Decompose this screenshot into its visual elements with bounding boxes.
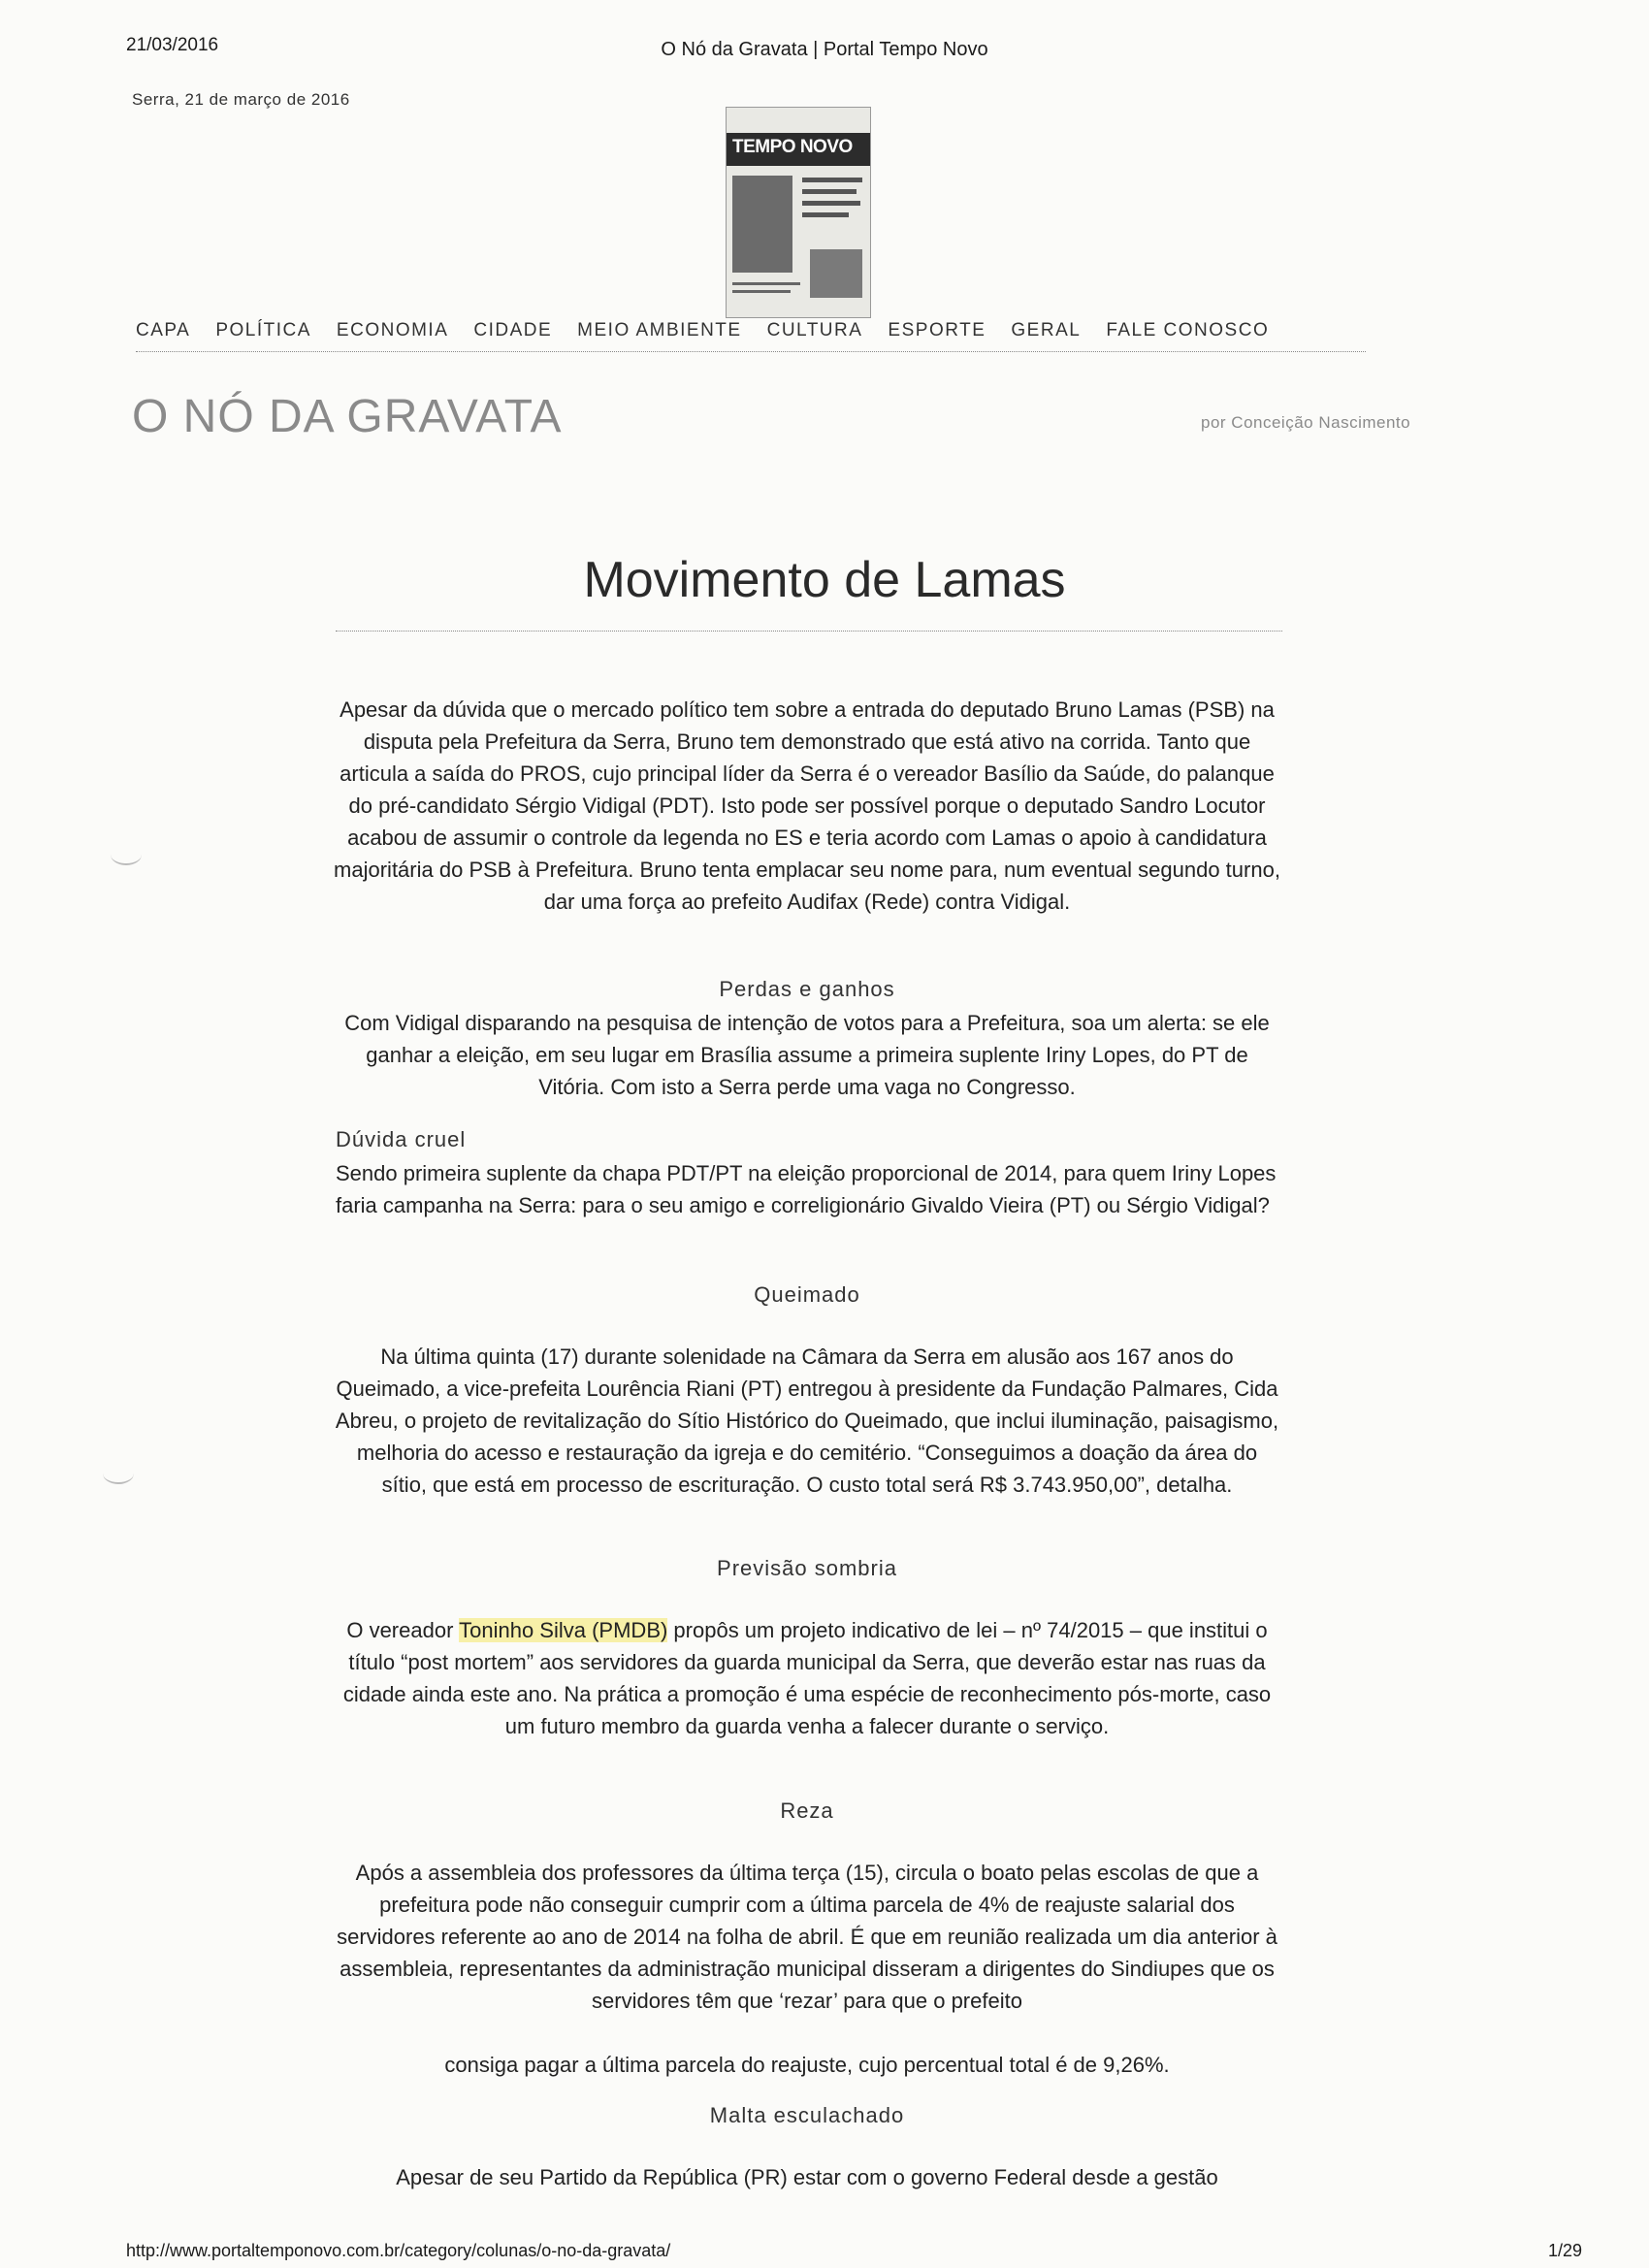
previsao-text-start: O vereador (346, 1618, 460, 1642)
highlighted-name: Toninho Silva (PMDB) (459, 1618, 668, 1642)
nav-item-cidade[interactable]: CIDADE (473, 320, 553, 340)
article-headline: Movimento de Lamas (583, 552, 1066, 608)
cover-headline-line (802, 178, 862, 182)
section-text-perdas: Com Vidigal disparando na pesquisa de intenção de votos para a Prefeitura, soa um alerta: se ele ganhar a eleição, em seu lugar em Brasília assume a primeira suplente Iriny Lopes, do PT de Vitória. Com isto a Serra perde uma vaga no Congresso. (344, 1011, 1270, 1099)
newspaper-cover-image[interactable] (726, 107, 871, 318)
cover-headline-line (802, 201, 860, 206)
section-text-duvida: Sendo primeira suplente da chapa PDT/PT na eleição proporcional de 2014, para quem Iriny Lopes faria campanha na Serra: para o seu amigo e correligionário Givaldo Vieira (PT) ou Sérgio Vidigal? (336, 1161, 1277, 1217)
section-heading-duvida: Dúvida cruel (336, 1127, 467, 1151)
cover-caption-line (732, 290, 791, 293)
section-text-reza-continued: consiga pagar a última parcela do reajuste, cujo percentual total é de 9,26%. (444, 2053, 1170, 2077)
headline-divider (336, 631, 1282, 632)
section-text-queimado: Na última quinta (17) durante solenidade na Câmara da Serra em alusão aos 167 anos do Queimado, a vice-prefeita Lourência Riani (PT) entregou à presidente da Fundação Palmares, Cida Abreu, o projeto de revitalização do Sítio Histórico do Queimado, que inclui iluminação, paisagismo, melhoria do acesso e restauração da igreja e do cemitério. “Conseguimos a doação da área do sítio, que está em processo de escrituração. O custo total será R$ 3.743.950,00”, detalha. (335, 1345, 1279, 1497)
cover-photo-secondary (810, 249, 862, 298)
print-page-title: O Nó da Gravata | Portal Tempo Novo (661, 39, 988, 60)
cover-headline-line (802, 212, 849, 217)
section-heading-perdas: Perdas e ganhos (719, 977, 895, 1001)
nav-item-meio-ambiente[interactable]: MEIO AMBIENTE (577, 320, 742, 340)
section-heading-queimado: Queimado (754, 1282, 860, 1307)
nav-item-esporte[interactable]: ESPORTE (888, 320, 986, 340)
section-heading-reza: Reza (780, 1798, 834, 1823)
section-text-reza: Após a assembleia dos professores da última terça (15), circula o boato pelas escolas de que a prefeitura pode não conseguir cumprir com a última parcela de 4% de reajuste salarial dos servidores referente ao ano de 2014 na folha de abril. É que em reunião realizada um dia anterior à assembleia, representantes da administração municipal disseram a dirigentes do Sindiupes que os servidores têm que ‘rezar’ para que o prefeito (337, 1861, 1277, 2013)
scan-mark (111, 844, 142, 865)
print-footer-url: http://www.portaltemponovo.com.br/category/colunas/o-no-da-gravata/ (126, 2241, 671, 2260)
nav-item-economia[interactable]: ECONOMIA (336, 320, 449, 340)
column-byline: por Conceição Nascimento (1201, 413, 1411, 432)
print-page-number: 1/29 (1548, 2241, 1583, 2260)
main-nav (136, 320, 1366, 352)
print-date: 21/03/2016 (126, 35, 219, 55)
scan-mark (103, 1463, 134, 1484)
previsao-text-end: propôs um projeto indicativo de lei – nº 74/2015 – que institui o título “post mortem” aos servidores da guarda municipal da Serra, que deverão estar nas ruas da cidade ainda este ano. Na prática a promoção é uma espécie de reconhecimento pós-morte, caso um futuro membro da guarda venha a falecer durante o serviço. (342, 1618, 1272, 1738)
nav-item-cultura[interactable]: CULTURA (766, 320, 863, 340)
cover-photo (732, 176, 792, 273)
dateline: Serra, 21 de março de 2016 (132, 90, 350, 109)
section-text-previsao (334, 1614, 1280, 1742)
article-lead: Apesar da dúvida que o mercado político tem sobre a entrada do deputado Bruno Lamas (PSB) na disputa pela Prefeitura da Serra, Bruno tem demonstrado que está ativo na corrida. Tanto que articula a saída do PROS, cujo principal líder da Serra é o vereador Basílio da Saúde, do palanque do pré-candidato Sérgio Vidigal (PDT). Isto pode ser possível porque o deputado Sandro Locutor acabou de assumir o controle da legenda no ES e teria acordo com Lamas o apoio à candidatura majoritária do PSB à Prefeitura. Bruno tenta emplacar seu nome para, num eventual segundo turno, dar uma força ao prefeito Audifax (Rede) contra Vidigal. (334, 697, 1280, 914)
section-text-malta: Apesar de seu Partido da República (PR) estar com o governo Federal desde a gestão (396, 2165, 1218, 2189)
section-heading-previsao: Previsão sombria (717, 1556, 897, 1580)
newspaper-masthead: TEMPO NOVO (732, 137, 853, 157)
nav-item-capa[interactable]: CAPA (136, 320, 191, 340)
nav-item-fale-conosco[interactable]: FALE CONOSCO (1106, 320, 1270, 340)
cover-caption-line (732, 282, 800, 285)
cover-headline-line (802, 189, 857, 194)
section-heading-malta: Malta esculachado (709, 2103, 905, 2127)
column-title: O NÓ DA GRAVATA (132, 391, 563, 442)
nav-item-geral[interactable]: GERAL (1011, 320, 1082, 340)
nav-item-politica[interactable]: POLÍTICA (215, 320, 311, 340)
